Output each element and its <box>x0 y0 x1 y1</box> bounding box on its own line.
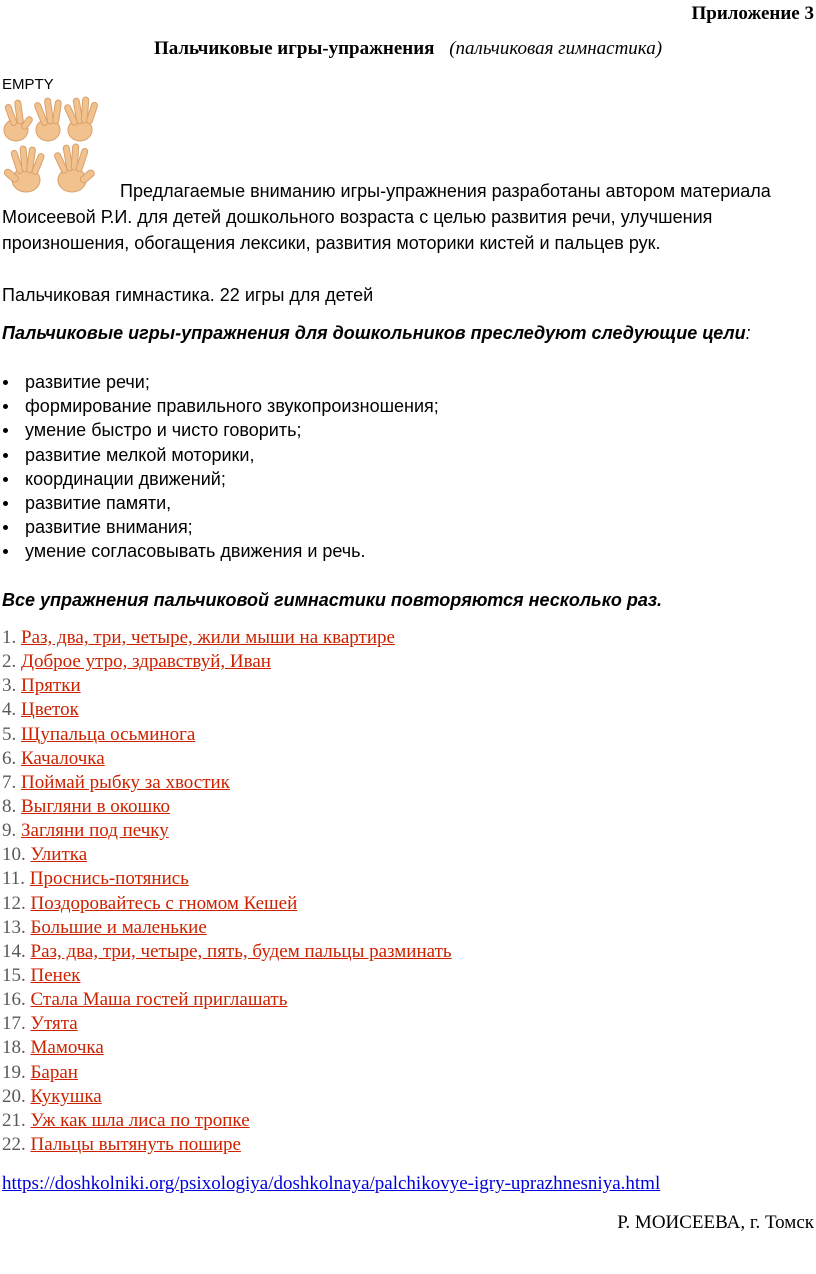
goals-heading-colon: : <box>745 323 751 343</box>
game-item: 6. Качалочка <box>2 747 105 769</box>
goal-item: развитие мелкой моторики, <box>2 443 439 467</box>
game-link[interactable]: Уж как шла лиса по тропке <box>30 1109 250 1131</box>
goal-item: координации движений; <box>2 467 439 491</box>
game-item: 12. Поздоровайтесь с гномом Кешей <box>2 892 298 914</box>
game-item: 3. Прятки <box>2 675 81 697</box>
game-item: 16. Стала Маша гостей приглашать <box>2 989 288 1011</box>
game-link[interactable]: Цветок <box>21 699 79 721</box>
game-link[interactable]: Прятки <box>21 675 81 697</box>
game-link[interactable]: Кукушка <box>30 1085 102 1107</box>
game-item: 9. Загляни под печку <box>2 820 169 842</box>
goal-item: развитие внимания; <box>2 515 439 539</box>
game-item: 13. Большие и маленькие <box>2 916 207 938</box>
game-item: 14. Раз, два, три, четыре, пять, будем пальцы разминать <box>2 940 452 962</box>
game-item: 15. Пенек <box>2 964 81 986</box>
goal-item: умение быстро и чисто говорить; <box>2 418 439 442</box>
goals-heading <box>2 321 751 345</box>
game-item: 19. Баран <box>2 1061 78 1083</box>
bullet-icon <box>3 404 8 409</box>
game-item: 1. Раз, два, три, четыре, жили мыши на квартире <box>2 627 395 648</box>
game-item: 5. Щупальца осьминога <box>2 723 196 745</box>
page-title <box>0 37 816 61</box>
game-link[interactable]: Улитка <box>30 844 88 866</box>
bullet-icon <box>3 501 8 506</box>
bullet-icon <box>3 428 8 433</box>
repeat-note: Все упражнения пальчиковой гимнастики повторяются несколько раз. <box>2 590 663 610</box>
title-main: Пальчиковые игры-упражнения <box>153 38 435 59</box>
game-link[interactable]: Выгляни в окошко <box>21 795 170 817</box>
goal-item: формирование правильного звукопроизношения; <box>2 394 439 418</box>
title-subtitle: (пальчиковая гимнастика) <box>449 38 663 59</box>
game-link[interactable]: Раз, два, три, четыре, пять, будем пальцы разминать <box>30 940 452 962</box>
game-item: 22. Пальцы вытянуть пошире <box>2 1133 241 1155</box>
bullet-icon <box>3 380 8 385</box>
image-placeholder-label: EMPTY <box>2 76 54 93</box>
bullet-icon <box>3 525 8 530</box>
goal-item: развитие памяти, <box>2 491 439 515</box>
game-link[interactable]: Баран <box>30 1061 78 1083</box>
goal-item: развитие речи; <box>2 370 439 394</box>
game-item: 11. Проснись-потянись <box>2 868 189 890</box>
game-link[interactable]: Поймай рыбку за хвостик <box>21 771 230 793</box>
author-signature: Р. МОИСЕЕВА, г. Томск <box>617 1212 814 1233</box>
goals-list <box>2 370 439 564</box>
game-link[interactable]: Пенек <box>30 964 81 986</box>
game-link[interactable]: Доброе утро, здравствуй, Иван <box>21 651 271 673</box>
game-link[interactable]: Большие и маленькие <box>30 916 207 938</box>
game-link[interactable]: Щупальца осьминога <box>21 723 196 745</box>
game-link[interactable]: Загляни под печку <box>21 820 169 842</box>
collection-title: Пальчиковая гимнастика. 22 игры для детей <box>2 285 374 305</box>
game-link[interactable]: Утята <box>30 1013 78 1035</box>
game-link[interactable]: Раз, два, три, четыре, жили мыши на квартире <box>21 627 395 648</box>
game-item: 20. Кукушка <box>2 1085 102 1107</box>
bullet-icon <box>3 453 8 458</box>
game-link[interactable]: Пальцы вытянуть пошире <box>30 1133 241 1155</box>
game-link[interactable]: Стала Маша гостей приглашать <box>30 989 288 1011</box>
game-link[interactable]: Качалочка <box>21 747 105 769</box>
game-item: 8. Выгляни в окошко <box>2 795 170 817</box>
game-link[interactable]: Поздоровайтесь с гномом Кешей <box>30 892 298 914</box>
intro-paragraph: Предлагаемые вниманию игры-упражнения разработаны автором материала Моисеевой Р.И. для детей дошкольного возраста с целью развития речи, улучшения произношения, обогащения лексики, развития моторики кистей и пальцев рук. <box>2 181 771 253</box>
game-item: 17. Утята <box>2 1013 78 1035</box>
game-item: 4. Цветок <box>2 699 79 721</box>
goal-item: умение согласовывать движения и речь. <box>2 539 439 563</box>
game-item: 21. Уж как шла лиса по тропке <box>2 1109 250 1131</box>
game-item: 2. Доброе утро, здравствуй, Иван <box>2 651 271 673</box>
game-item: 18. Мамочка <box>2 1037 104 1059</box>
bullet-icon <box>3 549 8 554</box>
games-list <box>2 626 452 1157</box>
game-link[interactable]: Проснись-потянись <box>29 868 189 890</box>
game-item: 7. Поймай рыбку за хвостик <box>2 771 230 793</box>
bullet-icon <box>3 477 8 482</box>
game-item: 10. Улитка <box>2 844 88 866</box>
appendix-label: Приложение 3 <box>691 3 814 24</box>
source-url-link[interactable]: https://doshkolniki.org/psixologiya/doshkolnaya/palchikovye-igry-uprazhnesniya.html <box>2 1173 661 1194</box>
goals-heading-text: Пальчиковые игры-упражнения для дошкольников преследуют следующие цели <box>2 323 746 343</box>
game-link[interactable]: Мамочка <box>30 1037 104 1059</box>
